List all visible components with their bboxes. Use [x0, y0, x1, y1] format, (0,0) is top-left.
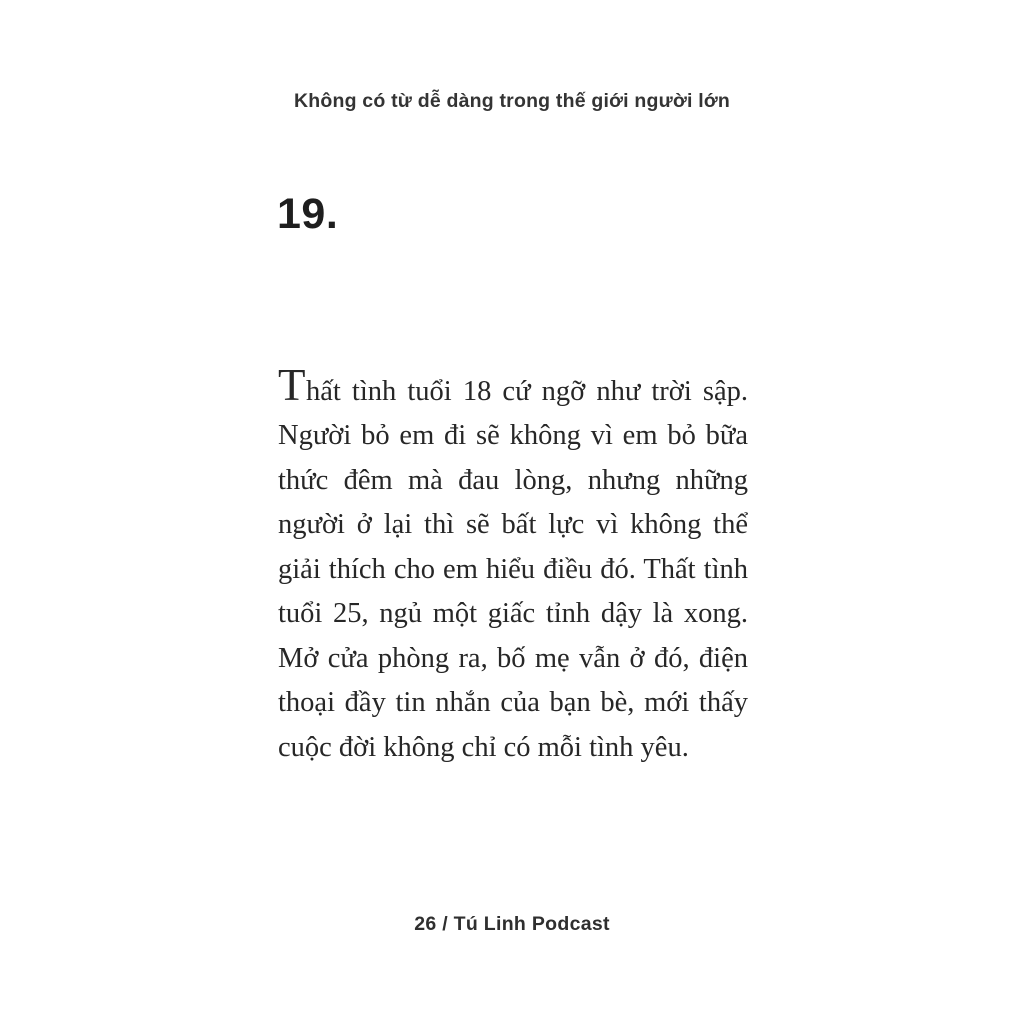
- initial-capital-letter: T: [278, 359, 306, 410]
- body-paragraph: [278, 359, 748, 771]
- chapter-number: 19.: [277, 190, 339, 238]
- running-header-title: Không có từ dễ dàng trong thế giới người lớn: [293, 90, 731, 112]
- paragraph-text: hất tình tuổi 18 cứ ngỡ như trời sập. Người bỏ em đi sẽ không vì em bỏ bữa thức đêm mà đau lòng, nhưng những người ở lại thì sẽ bất lực vì không thể giải thích cho em hiểu điều đó. Thất tình tuổi 25, ngủ một giấc tỉnh dậy là xong. Mở cửa phòng ra, bố mẹ vẫn ở đó, điện thoại đầy tin nhắn của bạn bè, mới thấy cuộc đời không chỉ có mỗi tình yêu.: [278, 375, 748, 763]
- page-footer: 26 / Tú Linh Podcast: [414, 913, 610, 935]
